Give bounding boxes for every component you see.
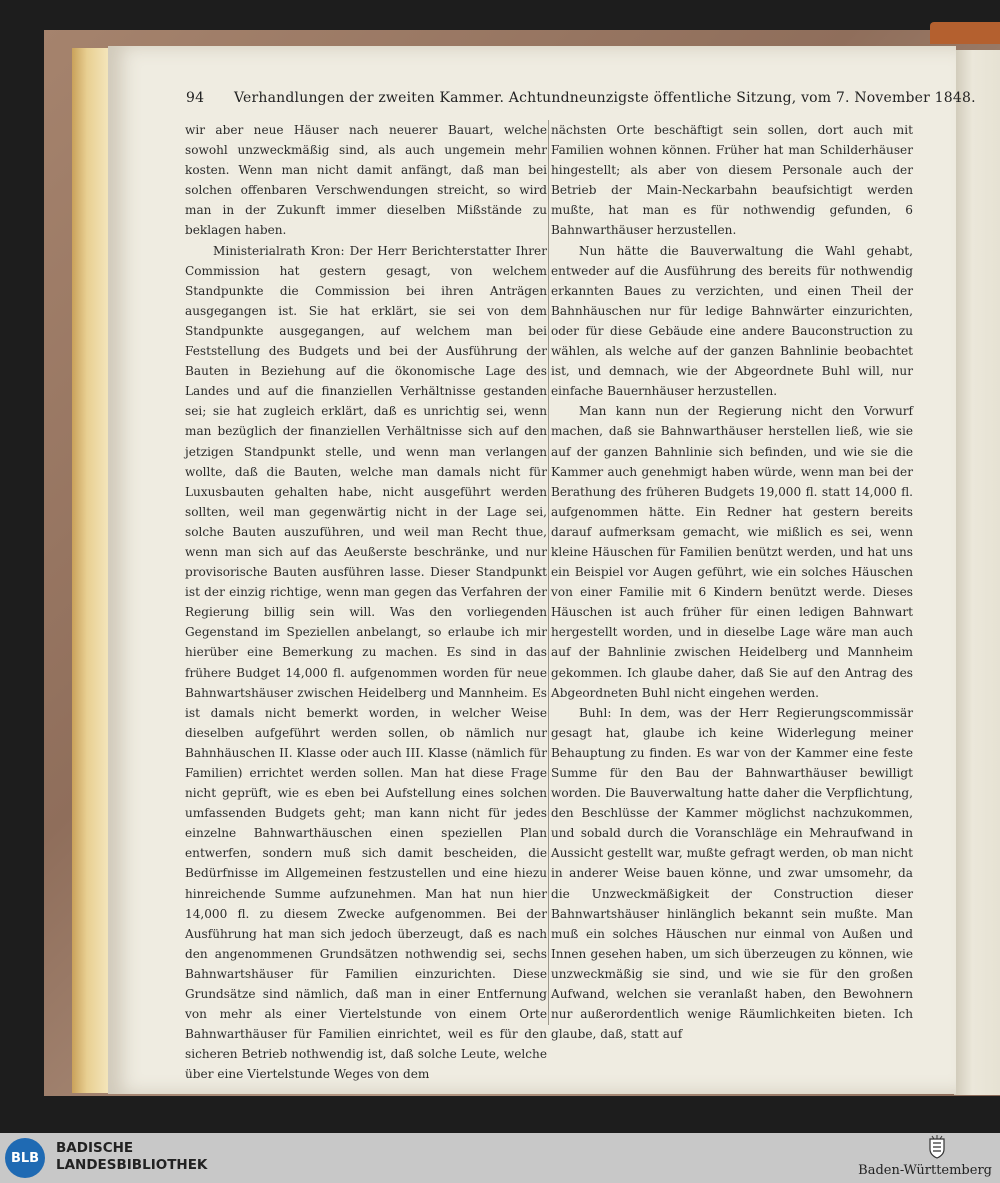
paragraph: Buhl: In dem, was der Herr Regierungscommissär gesagt hat, glaube ich keine Widerlegung meiner Behauptung zu finden. Es war von der Kammer eine feste Summe für den Bau der Bahnwarthäuser bewilligt worden. Die Bauverwaltung hatte daher die Verpflichtung, den Beschlüsse der Kammer möglichst nachzukommen, und sobald durch die Voranschläge ein Mehraufwand in Aussicht gestellt war, mußte gefragt werden, ob man nicht in anderer Weise bauen könne, und zwar umsomehr, da die Unzweckmäßigkeit der Construction dieser Bahnwartshäuser hinlänglich bekannt sein mußte. Man muß ein solches Häuschen nur einmal von Außen und Innen gesehen haben, um sich überzeugen zu können, wie unzweckmäßig sie sind, und wie sie für den großen Aufwand, welchen sie veranlaßt haben, den Bewohnern nur außerordentlich wenige Räumlichkeiten bieten. Ich glaube, daß, statt auf: [551, 705, 913, 1042]
left-text-column: [185, 120, 547, 1082]
facing-page-edge: [954, 50, 1000, 1095]
paragraph: Man kann nun der Regierung nicht den Vorwurf machen, daß sie Bahnwarthäuser herstellen ließ, wie sie auf der ganzen Bahnlinie sich befinden, und wie sie die Kammer auch genehmigt haben würde, wenn man bei der Berathung des früheren Budgets 19,000 fl. statt 14,000 fl. aufgenommen hätte. Ein Redner hat gestern bereits darauf aufmerksam gemacht, wie mißlich es sei, wenn kleine Häuschen für Familien benützt werden, und hat uns ein Beispiel vor Augen geführt, wie ein solches Häuschen von einer Familie mit 6 Kindern benützt werde. Dieses Häuschen ist auch früher für einen ledigen Bahnwart hergestellt worden, und in dieselbe Lage wäre man auch auf der Bahnlinie zwischen Heidelberg und Mannheim gekommen. Ich glaube daher, daß Sie auf den Antrag des Abgeordneten Buhl nicht eingehen werden.: [551, 404, 913, 700]
coat-of-arms-icon: [927, 1135, 947, 1159]
page-number: 94: [186, 90, 205, 106]
page-header: [186, 90, 976, 114]
book-spine-corner: [930, 22, 1000, 44]
library-name-line2: LANDESBIBLIOTHEK: [56, 1157, 208, 1173]
running-title: Verhandlungen der zweiten Kammer. Achtundneunzigste öffentliche Sitzung, vom 7. November 1848.: [234, 90, 976, 106]
paragraph: Nun hätte die Bauverwaltung die Wahl gehabt, entweder auf die Ausführung des bereits für nothwendig erkannten Baues zu verzichten, und einen Theil der Bahnhäuschen nur für ledige Bahnwärter einzurichten, oder für diese Gebäude eine andere Bauconstruction zu wählen, als welche auf der ganzen Bahnlinie beobachtet ist, und demnach, wie der Abgeordnete Buhl will, nur einfache Bauernhäuser herzustellen.: [551, 243, 913, 399]
viewer-footer: [0, 1133, 1000, 1183]
paragraph: nächsten Orte beschäftigt sein sollen, dort auch mit Familien wohnen können. Früher hat man Schilderhäuser hingestellt; als aber von diesem Personale auch der Betrieb der Main-Neckarbahn beaufsichtigt werden mußte, hat man es für nothwendig gefunden, 6 Bahnwarthäuser herzustellen.: [551, 123, 913, 238]
column-divider: [548, 120, 549, 1025]
region-name: Baden-Württemberg: [858, 1163, 992, 1178]
paragraph: wir aber neue Häuser nach neuerer Bauart, welche sowohl unzweckmäßig sind, als auch ungemein mehr kosten. Wenn man nicht damit anfängt, daß man bei solchen offenbaren Verschwendungen streicht, so wird man in der Zukunft immer dieselben Mißstände zu beklagen haben.: [185, 123, 547, 238]
library-name-line1: BADISCHE: [56, 1140, 134, 1156]
paragraph: Ministerialrath Kron: Der Herr Berichterstatter Ihrer Commission hat gestern gesagt, von welchem Standpunkte die Commission bei ihren Anträgen ausgegangen ist. Sie hat erklärt, sie sei von dem Standpunkte ausgegangen, auf welchem man bei Feststellung des Budgets und bei der Ausführung der Bauten in Beziehung auf die ökonomische Lage des Landes und auf die finanziellen Verhältnisse gestanden sei; sie hat zugleich erklärt, daß es unrichtig sei, wenn man bezüglich der finanziellen Verhältnisse sich auf den jetzigen Standpunkt stelle, und wenn man verlangen wollte, daß die Bauten, welche man damals nicht für Luxusbauten gehalten habe, nicht ausgeführt werden sollten, weil man gegenwärtig nicht in der Lage sei, solche Bauten auszuführen, und weil man Recht thue, wenn man sich auf das Aeußerste beschränke, und nur provisorische Bauten ausführen lasse. Dieser Standpunkt ist der einzig richtige, wenn man gegen das Verfahren der Regierung billig sein will. Was den vorliegenden Gegenstand im Speziellen anbelangt, so erlaube ich mir hierüber eine Bemerkung zu machen. Es sind in das frühere Budget 14,000 fl. aufgenommen worden für neue Bahnwartshäuser zwischen Heidelberg und Mannheim. Es ist damals nicht bemerkt worden, in welcher Weise dieselben aufgeführt werden sollen, ob nämlich nur Bahnhäuschen II. Klasse oder auch III. Klasse (nämlich für Familien) errichtet werden sollen. Man hat diese Frage nicht geprüft, wie es eben bei Aufstellung eines solchen umfassenden Budgets geht; man kann nicht für jedes einzelne Bahnwarthäuschen einen speziellen Plan entwerfen, sondern muß sich damit bescheiden, die Bedürfnisse im Allgemeinen festzustellen und eine hiezu hinreichende Summe aufzunehmen. Man hat nun hier 14,000 fl. zu diesem Zwecke aufgenommen. Bei der Ausführung hat man sich jedoch überzeugt, daß es nach den angenommenen Grundsätzen nothwendig sei, sechs Bahnwartshäuser für Familien einzurichten. Diese Grundsätze sind nämlich, daß man in einer Entfernung von mehr als einer Viertelstunde von einem Orte Bahnwarthäuser für Familien einrichtet, weil es für den sicheren Betrieb nothwendig ist, daß solche Leute, welche über eine Viertelstunde Weges von dem: [185, 243, 547, 1082]
blb-logo[interactable]: BLB: [5, 1138, 45, 1178]
right-text-column: [551, 120, 913, 1042]
library-name[interactable]: [56, 1140, 207, 1174]
